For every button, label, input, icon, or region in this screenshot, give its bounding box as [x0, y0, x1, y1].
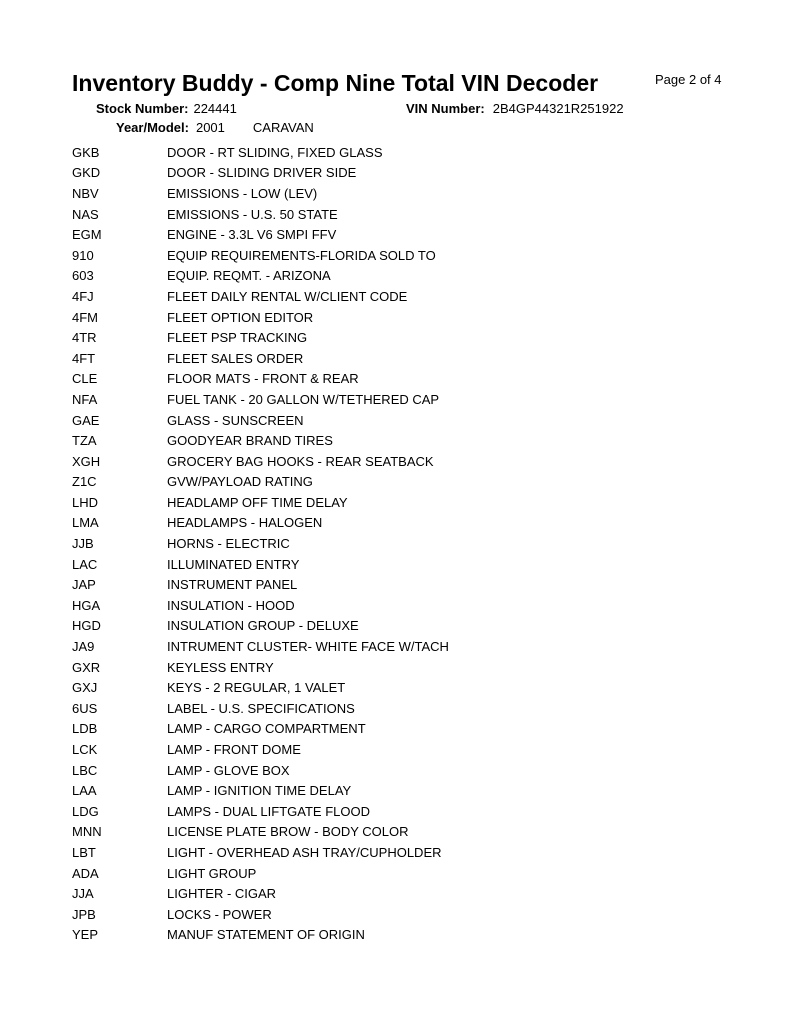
option-code: GAE [72, 412, 100, 428]
option-description: LIGHTER - CIGAR [167, 886, 277, 902]
option-code: JJA [72, 886, 94, 902]
option-description: EMISSIONS - U.S. 50 STATE [167, 206, 338, 222]
option-row [72, 677, 772, 698]
model-value: CARAVAN [252, 120, 314, 135]
option-code: GXJ [72, 680, 98, 696]
option-code: YEP [72, 927, 99, 943]
option-row [72, 904, 772, 925]
option-code: JAP [72, 577, 96, 593]
option-code: 910 [72, 247, 94, 263]
option-row [72, 183, 772, 204]
option-code: LDB [72, 721, 98, 737]
option-row [72, 224, 772, 245]
option-row [72, 574, 772, 595]
option-description: LICENSE PLATE BROW - BODY COLOR [167, 824, 409, 840]
option-row [72, 595, 772, 616]
option-row [72, 698, 772, 719]
option-row [72, 348, 772, 369]
option-code: XGH [72, 453, 101, 469]
year-model-row [116, 120, 314, 135]
option-description: DOOR - SLIDING DRIVER SIDE [167, 165, 357, 181]
option-row [72, 863, 772, 884]
option-description: EQUIP REQUIREMENTS-FLORIDA SOLD TO [167, 247, 436, 263]
option-row [72, 925, 772, 946]
option-code: CLE [72, 371, 98, 387]
option-description: LAMP - FRONT DOME [167, 742, 301, 758]
option-description: LAMPS - DUAL LIFTGATE FLOOD [167, 803, 370, 819]
option-code: EGM [72, 227, 102, 243]
option-description: FLEET OPTION EDITOR [167, 309, 314, 325]
stock-number-value: 224441 [193, 101, 237, 116]
option-description: MANUF STATEMENT OF ORIGIN [167, 927, 365, 943]
option-code: LDG [72, 803, 99, 819]
option-description: INSULATION - HOOD [167, 597, 295, 613]
option-description: EQUIP. REQMT. - ARIZONA [167, 268, 331, 284]
vin-number-value: 2B4GP44321R251922 [492, 101, 624, 116]
option-description: EMISSIONS - LOW (LEV) [167, 185, 318, 201]
option-code: LBC [72, 762, 98, 778]
option-code: HGD [72, 618, 101, 634]
vin-number-label: VIN Number: [406, 101, 485, 116]
option-row [72, 142, 772, 163]
option-description: KEYS - 2 REGULAR, 1 VALET [167, 680, 346, 696]
option-description: HEADLAMPS - HALOGEN [167, 515, 323, 531]
year-value: 2001 [195, 120, 225, 135]
stock-number-label: Stock Number: [96, 101, 189, 116]
option-description: GVW/PAYLOAD RATING [167, 474, 313, 490]
option-description: LIGHT GROUP [167, 865, 257, 881]
option-row [72, 492, 772, 513]
option-code: GKD [72, 165, 101, 181]
option-row [72, 883, 772, 904]
option-row [72, 739, 772, 760]
option-row [72, 410, 772, 431]
option-code: ADA [72, 865, 99, 881]
option-row [72, 369, 772, 390]
option-code: TZA [72, 433, 97, 449]
option-row [72, 307, 772, 328]
option-row [72, 822, 772, 843]
option-code: 603 [72, 268, 94, 284]
option-description: KEYLESS ENTRY [167, 659, 274, 675]
option-row [72, 430, 772, 451]
option-row [72, 286, 772, 307]
option-row [72, 801, 772, 822]
option-row [72, 657, 772, 678]
option-row [72, 451, 772, 472]
option-row [72, 636, 772, 657]
option-code: HGA [72, 597, 101, 613]
option-description: LABEL - U.S. SPECIFICATIONS [167, 700, 355, 716]
stock-number-row [96, 101, 237, 116]
option-description: ENGINE - 3.3L V6 SMPI FFV [167, 227, 337, 243]
option-row [72, 842, 772, 863]
option-code: GXR [72, 659, 101, 675]
option-description: FLEET PSP TRACKING [167, 330, 308, 346]
option-description: FLEET SALES ORDER [167, 350, 304, 366]
vin-number-row [406, 101, 624, 116]
option-description: INTRUMENT CLUSTER- WHITE FACE W/TACH [167, 639, 449, 655]
option-description: ILLUMINATED ENTRY [167, 556, 300, 572]
option-row [72, 554, 772, 575]
option-code: JA9 [72, 639, 95, 655]
option-row [72, 327, 772, 348]
option-row [72, 204, 772, 225]
option-code: LAA [72, 783, 97, 799]
option-description: LAMP - CARGO COMPARTMENT [167, 721, 366, 737]
option-code: JPB [72, 906, 96, 922]
option-description: INSULATION GROUP - DELUXE [167, 618, 359, 634]
option-code: 6US [72, 700, 98, 716]
option-code: GKB [72, 144, 100, 160]
option-code: Z1C [72, 474, 97, 490]
option-description: HORNS - ELECTRIC [167, 536, 290, 552]
option-description: DOOR - RT SLIDING, FIXED GLASS [167, 144, 383, 160]
option-code: MNN [72, 824, 102, 840]
option-row [72, 163, 772, 184]
option-code: LCK [72, 742, 98, 758]
year-model-label: Year/Model: [116, 120, 189, 135]
option-description: FUEL TANK - 20 GALLON W/TETHERED CAP [167, 391, 440, 407]
option-row [72, 513, 772, 534]
page-title: Inventory Buddy - Comp Nine Total VIN Decoder [72, 70, 599, 96]
option-description: GROCERY BAG HOOKS - REAR SEATBACK [167, 453, 434, 469]
option-description: GOODYEAR BRAND TIRES [167, 433, 333, 449]
option-description: GLASS - SUNSCREEN [167, 412, 304, 428]
option-description: FLEET DAILY RENTAL W/CLIENT CODE [167, 288, 408, 304]
option-code: JJB [72, 536, 94, 552]
option-row [72, 266, 772, 287]
option-code: 4FJ [72, 288, 94, 304]
option-description: FLOOR MATS - FRONT & REAR [167, 371, 359, 387]
option-code: LAC [72, 556, 98, 572]
option-description: HEADLAMP OFF TIME DELAY [167, 494, 348, 510]
option-description: LIGHT - OVERHEAD ASH TRAY/CUPHOLDER [167, 844, 442, 860]
option-code: 4FT [72, 350, 96, 366]
option-code: LMA [72, 515, 99, 531]
option-code: LHD [72, 494, 99, 510]
option-row [72, 616, 772, 637]
option-code: 4TR [72, 330, 97, 346]
option-description: INSTRUMENT PANEL [167, 577, 298, 593]
option-row [72, 780, 772, 801]
option-row [72, 245, 772, 266]
option-code: NAS [72, 206, 99, 222]
option-row [72, 760, 772, 781]
option-code: NFA [72, 391, 98, 407]
option-code-list [72, 142, 772, 945]
option-code: NBV [72, 185, 99, 201]
option-row [72, 533, 772, 554]
option-description: LAMP - IGNITION TIME DELAY [167, 783, 352, 799]
option-description: LAMP - GLOVE BOX [167, 762, 290, 778]
option-code: 4FM [72, 309, 98, 325]
option-description: LOCKS - POWER [167, 906, 272, 922]
option-code: LBT [72, 844, 96, 860]
page-number: Page 2 of 4 [655, 72, 722, 87]
option-row [72, 389, 772, 410]
option-row [72, 472, 772, 493]
option-row [72, 719, 772, 740]
